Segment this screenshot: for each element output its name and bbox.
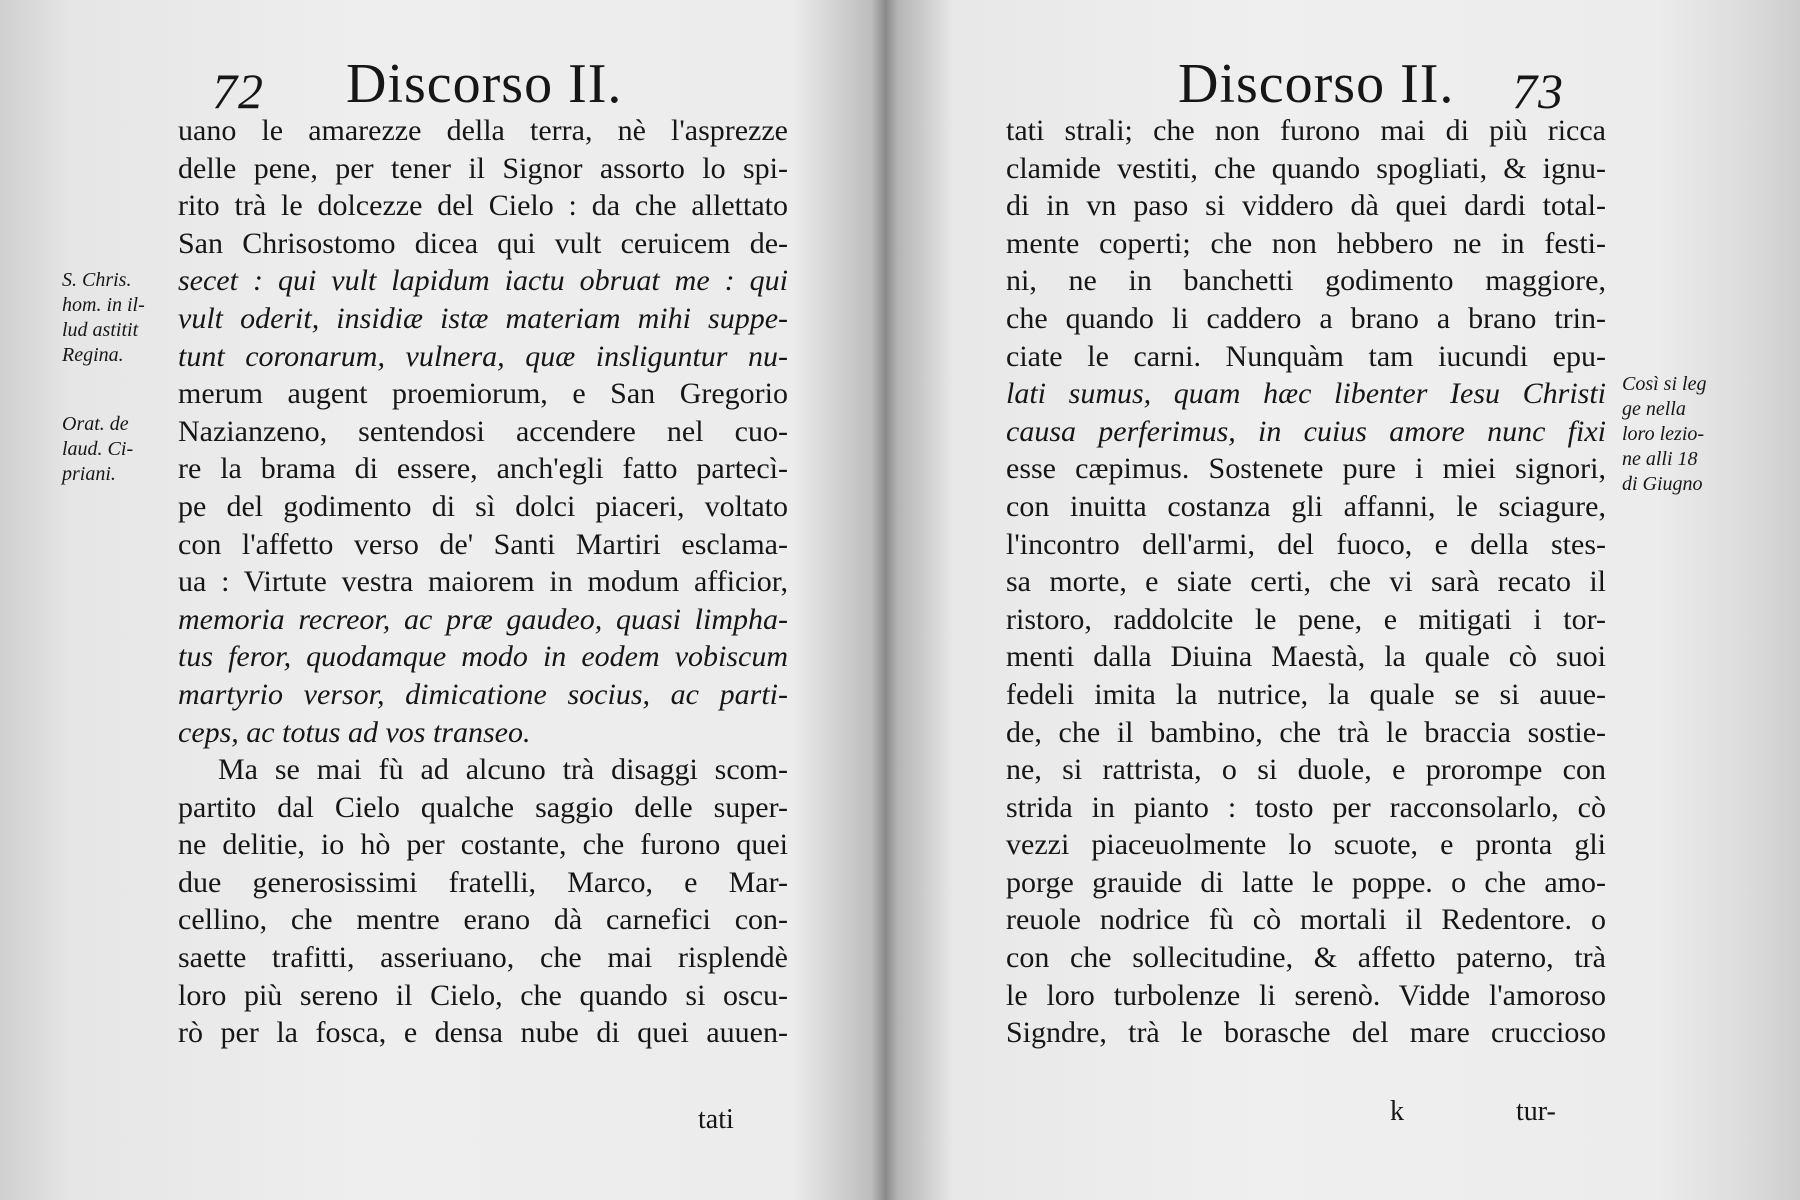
- text-line: vult oderit, insidiæ istæ materiam mihi suppe-: [178, 301, 788, 335]
- text-line: Nazianzeno, sentendosi accendere nel cuo-: [178, 414, 788, 448]
- text-line: merum augent proemiorum, e San Gregorio: [178, 377, 788, 411]
- signature-mark: k: [1390, 1096, 1404, 1127]
- text-line: porge grauide di latte le poppe. o che amo-: [1006, 865, 1606, 899]
- left-page: [0, 0, 880, 1200]
- margin-note-line: laud. Ci-: [62, 438, 134, 460]
- text-line: strida in pianto : tosto per racconsolarlo, cò: [1006, 790, 1606, 824]
- text-line: tunt coronarum, vulnera, quæ insliguntur nu-: [178, 339, 788, 373]
- margin-note-line: Regina.: [62, 344, 124, 366]
- text-line: pe del godimento di sì dolci piaceri, voltato: [178, 489, 788, 523]
- text-line: clamide vestiti, che quando spogliati, & ignu-: [1006, 151, 1606, 185]
- text-line: partito dal Cielo qualche saggio delle super-: [178, 790, 788, 824]
- right-running-head: Discorso II.: [1178, 53, 1455, 115]
- text-line: tus feror, quodamque modo in eodem vobiscum: [178, 640, 788, 674]
- text-line: Ma se mai fù ad alcuno trà disaggi scom-: [218, 753, 788, 787]
- text-line: rò per la fosca, e densa nube di quei auuen-: [178, 1016, 788, 1050]
- right-page-number: 73: [1512, 63, 1564, 119]
- margin-note-line: S. Chris.: [62, 269, 132, 291]
- right-page: [880, 0, 1800, 1200]
- text-line: che quando li caddero a brano a brano trin-: [1006, 301, 1606, 335]
- right-catchword: tur-: [1516, 1096, 1556, 1127]
- left-running-head: Discorso II.: [346, 53, 623, 115]
- text-line: con che sollecitudine, & affetto paterno, trà: [1006, 941, 1606, 975]
- text-line: ne, si rattrista, o si duole, e prorompe con: [1006, 753, 1606, 787]
- right-margin-note: [1622, 372, 1706, 497]
- text-line: uano le amarezze della terra, nè l'asprezze: [178, 114, 788, 147]
- text-line: con inuitta costanza gli affanni, le sciagure,: [1006, 489, 1606, 523]
- text-line: loro più sereno il Cielo, che quando si oscu-: [178, 978, 788, 1012]
- left-body-text: [178, 112, 788, 1052]
- text-line: memoria recreor, ac præ gaudeo, quasi limpha-: [178, 602, 788, 636]
- text-line: le loro turbolenze li serenò. Vidde l'amoroso: [1006, 978, 1606, 1012]
- text-line: ciate le carni. Nunquàm tam iucundi epu-: [1006, 339, 1606, 373]
- text-line: reuole nodrice fù cò mortali il Redentore. o: [1006, 903, 1606, 937]
- text-line: lati sumus, quam hæc libenter Iesu Christi: [1006, 377, 1606, 411]
- left-margin-note-2: [62, 412, 133, 487]
- text-line: l'incontro dell'armi, del fuoco, e della stes-: [1006, 527, 1606, 561]
- margin-note-line: Orat. de: [62, 413, 129, 435]
- text-line: San Chrisostomo dicea qui vult ceruicem de-: [178, 226, 788, 260]
- text-line: tati strali; che non furono mai di più ricca: [1006, 114, 1606, 147]
- text-line: menti dalla Diuina Maestà, la quale cò suoi: [1006, 640, 1606, 674]
- text-line: mente coperti; che non hebbero ne in festi-: [1006, 226, 1606, 260]
- text-line: di in vn paso si viddero dà quei dardi total-: [1006, 189, 1606, 223]
- text-line: due generosissimi fratelli, Marco, e Mar-: [178, 865, 788, 899]
- text-line: ne delitie, io hò per costante, che furono quei: [178, 828, 788, 862]
- text-line: vezzi piaceuolmente lo scuote, e pronta gli: [1006, 828, 1606, 862]
- left-catchword: tati: [698, 1104, 734, 1135]
- text-line: saette trafitti, asseriuano, che mai risplendè: [178, 941, 788, 975]
- margin-note-line: ne alli 18: [1622, 448, 1698, 470]
- margin-note-line: di Giugno: [1622, 473, 1703, 495]
- text-line: fedeli imita la nutrice, la quale se si auue-: [1006, 677, 1606, 711]
- right-body-text: [1006, 112, 1606, 1052]
- text-line: secet : qui vult lapidum iactu obruat me : qui: [178, 264, 788, 298]
- text-line: sa morte, e siate certi, che vi sarà recato il: [1006, 565, 1606, 599]
- margin-note-line: Così si leg: [1622, 373, 1707, 395]
- text-line: rito trà le dolcezze del Cielo : da che allettato: [178, 189, 788, 223]
- margin-note-line: lud astitit: [62, 319, 139, 341]
- margin-note-line: hom. in il-: [62, 294, 145, 316]
- text-line: re la brama di essere, anch'egli fatto partecì-: [178, 452, 788, 486]
- left-margin-note-1: [62, 268, 145, 368]
- text-line: delle pene, per tener il Signor assorto lo spi-: [178, 151, 788, 185]
- text-line: Signdre, trà le borasche del mare crucciosо: [1006, 1016, 1606, 1050]
- margin-note-line: priani.: [62, 463, 116, 485]
- text-line: esse cæpimus. Sostenete pure i miei signori,: [1006, 452, 1606, 486]
- text-line: de, che il bambino, che trà le braccia sostie-: [1006, 715, 1606, 749]
- text-line: ristoro, raddolcite le pene, e mitigati i tor-: [1006, 602, 1606, 636]
- text-line: cellino, che mentre erano dà carnefici con-: [178, 903, 788, 937]
- text-line: martyrio versor, dimicatione socius, ac parti-: [178, 677, 788, 711]
- text-line: ceps, ac totus ad vos transeo.: [178, 715, 531, 749]
- text-line: causa perferimus, in cuius amore nunc fixi: [1006, 414, 1606, 448]
- margin-note-line: loro lezio-: [1622, 423, 1705, 445]
- left-page-number: 72: [212, 63, 264, 119]
- text-line: ua : Virtute vestra maiorem in modum afficior,: [178, 565, 788, 599]
- margin-note-line: ge nella: [1622, 398, 1686, 420]
- text-line: con l'affetto verso de' Santi Martiri esclama-: [178, 527, 788, 561]
- text-line: ni, ne in banchetti godimento maggiore,: [1006, 264, 1606, 298]
